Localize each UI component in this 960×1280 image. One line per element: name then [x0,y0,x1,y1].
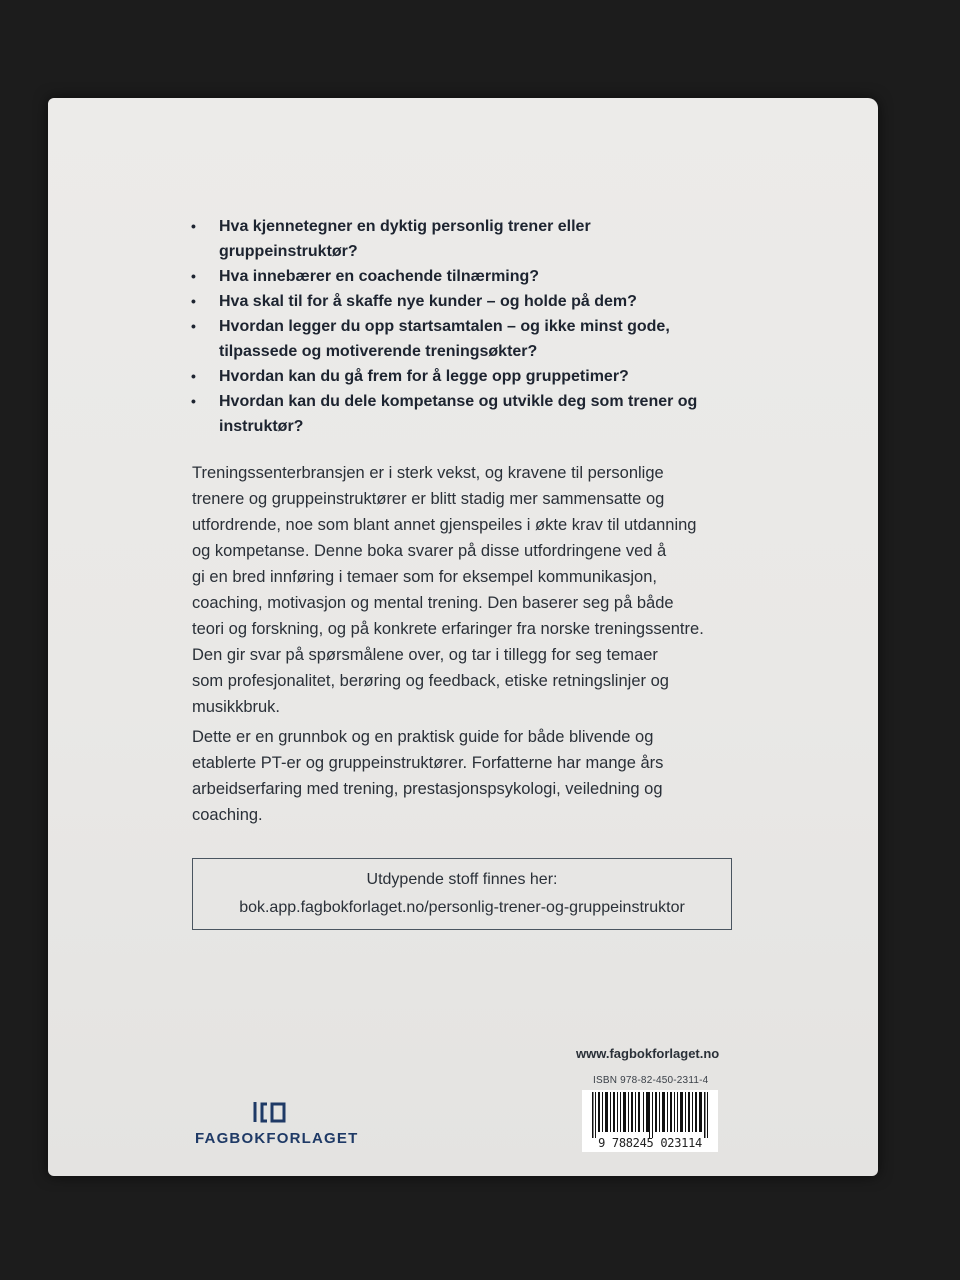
barcode-bars-icon [582,1092,718,1138]
question-item: • Hvordan legger du opp startsamtalen – og ikke minst gode, tilpassede og motiverende treningsøkter? [188,314,719,364]
resource-url: bok.app.fagbokforlaget.no/personlig-trener-og-gruppeinstruktor [239,899,685,916]
question-item: • Hva kjennetegner en dyktig personlig trener eller gruppeinstruktør? [188,214,629,264]
text-line: teori og forskning, og på konkrete erfaringer fra norske treningssentre. [192,620,704,638]
text-line: som profesjonalitet, berøring og feedback, etiske retningslinjer og [192,672,669,690]
text-line: musikkbruk. [192,698,281,716]
text-line: coaching, motivasjon og mental trening. Den baserer seg på både [192,594,674,612]
resource-label: Utdypende stoff finnes her: [366,871,558,888]
text-line: coaching. [192,806,263,824]
isbn-text: ISBN 978-82-450-2311-4 [593,1075,709,1086]
fagbokforlaget-logo-icon [251,1100,291,1126]
author-paragraph [192,724,732,828]
text-line: Den gir svar på spørsmålene over, og tar i tillegg for seg temaer [192,646,658,664]
text-line: Dette er en grunnbok og en praktisk guide for både blivende og [192,728,654,746]
barcode [582,1090,718,1152]
question-item: • Hvordan kan du gå frem for å legge opp gruppetimer? [188,364,748,389]
barcode-digits: 9 788245 023114 [598,1136,702,1150]
description-paragraph [192,460,732,720]
question-item: • Hvordan kan du dele kompetanse og utvikle deg som trener og instruktør? [188,389,719,439]
question-item: • Hva innebærer en coachende tilnærming? [188,264,748,289]
resource-box [192,858,732,930]
publisher-name: FAGBOKFORLAGET [195,1130,359,1147]
question-list [188,214,748,439]
text-line: og kompetanse. Denne boka svarer på disse utfordringene ved å [192,542,667,560]
publisher-website: www.fagbokforlaget.no [576,1046,720,1061]
text-line: trenere og gruppeinstruktører er blitt stadig mer sammensatte og [192,490,665,508]
question-item: • Hva skal til for å skaffe nye kunder – og holde på dem? [188,289,748,314]
text-line: etablerte PT-er og gruppeinstruktører. Forfatterne har mange års [192,754,664,772]
text-line: Treningssenterbransjen er i sterk vekst, og kravene til personlige [192,464,664,482]
text-line: gi en bred innføring i temaer som for eksempel kommunikasjon, [192,568,657,586]
text-line: utfordrende, noe som blant annet gjenspeiles i økte krav til utdanning [192,516,697,534]
text-line: arbeidserfaring med trening, prestasjonspsykologi, veiledning og [192,780,663,798]
